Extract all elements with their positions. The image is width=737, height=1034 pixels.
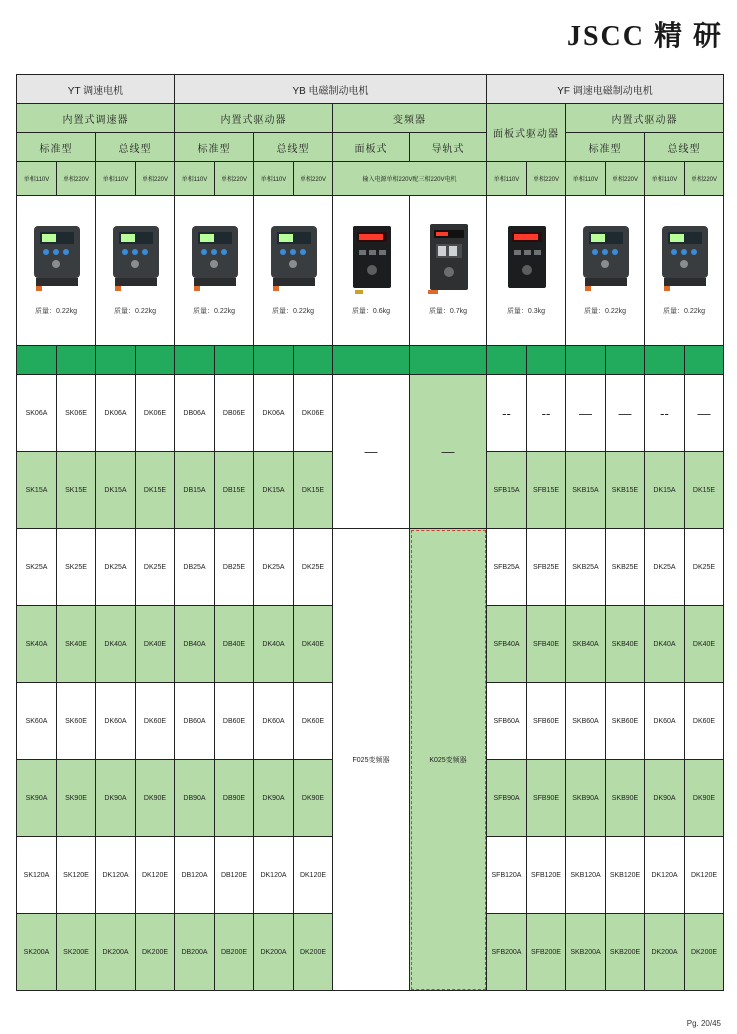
motor-controller-table xyxy=(16,74,724,991)
model-cell: DK40E xyxy=(294,606,333,683)
model-cell: SKB15A xyxy=(566,452,606,529)
model-cell: DK120A xyxy=(645,837,685,914)
model-cell: SKB25A xyxy=(566,529,606,606)
model-cell: DK15E xyxy=(294,452,333,529)
builtin-controller-icon xyxy=(103,218,167,298)
model-cell: DK120A xyxy=(254,837,294,914)
weight-label: 质量：0.3kg xyxy=(506,308,546,315)
model-cell: DB06A xyxy=(175,375,215,452)
model-cell: DK200E xyxy=(136,914,175,991)
rail-inverter-icon xyxy=(416,218,480,298)
model-cell: DK40E xyxy=(136,606,175,683)
model-cell: DK120A xyxy=(96,837,136,914)
model-cell: DK25E xyxy=(685,529,724,606)
builtin-controller-icon xyxy=(24,218,88,298)
model-cell: SFB15E xyxy=(527,452,566,529)
model-row xyxy=(17,375,724,452)
empty-dash-cell: — xyxy=(685,375,724,452)
model-cell: SFB60A xyxy=(487,683,527,760)
model-cell: DK200A xyxy=(645,914,685,991)
model-cell: DK120E xyxy=(685,837,724,914)
model-cell: DK15A xyxy=(645,452,685,529)
model-cell: DK06A xyxy=(254,375,294,452)
inverter-rail-dash: — xyxy=(410,375,487,529)
model-cell: DK06A xyxy=(96,375,136,452)
motor-type-yt: YT 调速电机 xyxy=(17,75,175,104)
model-cell: DK60A xyxy=(96,683,136,760)
subtype-bus: 总线型 xyxy=(645,133,724,162)
weight-label: 质量：0.22kg xyxy=(192,308,236,315)
model-cell: SKB60E xyxy=(606,683,645,760)
subtype-bus: 总线型 xyxy=(254,133,333,162)
model-cell: DK25E xyxy=(136,529,175,606)
model-cell: SFB90E xyxy=(527,760,566,837)
subtype-standard: 标准型 xyxy=(566,133,645,162)
model-cell: DB120A xyxy=(175,837,215,914)
model-cell: SK15E xyxy=(57,452,96,529)
model-cell: SK200A xyxy=(17,914,57,991)
product-photo-cell xyxy=(566,196,645,346)
voltage-110v: 单相110V xyxy=(487,162,527,196)
subtype-bus: 总线型 xyxy=(96,133,175,162)
model-cell: SKB200A xyxy=(566,914,606,991)
model-cell: DB90A xyxy=(175,760,215,837)
motor-type-yf: YF 调速电磁制动电机 xyxy=(487,75,724,104)
model-cell: DB25E xyxy=(215,529,254,606)
weight-label: 质量：0.22kg xyxy=(34,308,78,315)
model-cell: SFB25E xyxy=(527,529,566,606)
motor-type-yb: YB 电磁制动电机 xyxy=(175,75,487,104)
model-cell: SK40E xyxy=(57,606,96,683)
builtin-driver-icon xyxy=(261,218,325,298)
model-cell: DK60E xyxy=(136,683,175,760)
weight-label: 质量：0.22kg xyxy=(662,308,706,315)
model-cell: DK200A xyxy=(96,914,136,991)
builtin-driver-icon xyxy=(652,218,716,298)
model-cell: DK40A xyxy=(254,606,294,683)
model-cell: SKB60A xyxy=(566,683,606,760)
voltage-110v: 单相110V xyxy=(254,162,294,196)
weight-label: 质量：0.6kg xyxy=(351,308,391,315)
model-cell: SFB200A xyxy=(487,914,527,991)
empty-dash-cell: -- xyxy=(487,375,527,452)
model-cell: DB15A xyxy=(175,452,215,529)
voltage-220v: 单相220V xyxy=(215,162,254,196)
model-cell: SFB15A xyxy=(487,452,527,529)
builtin-driver-icon xyxy=(182,218,246,298)
weight-label: 质量：0.22kg xyxy=(271,308,315,315)
model-cell: SFB40E xyxy=(527,606,566,683)
product-photo-cell xyxy=(254,196,333,346)
voltage-220v: 单相220V xyxy=(136,162,175,196)
model-cell: SKB90E xyxy=(606,760,645,837)
model-cell: SFB25A xyxy=(487,529,527,606)
model-cell: DB60E xyxy=(215,683,254,760)
model-cell: DK90A xyxy=(96,760,136,837)
model-cell: SFB60E xyxy=(527,683,566,760)
yf-panel-driver: 面板式驱动器 xyxy=(487,104,566,162)
model-cell: DK200E xyxy=(294,914,333,991)
yb-builtin-driver: 内置式驱动器 xyxy=(175,104,333,133)
model-cell: DB15E xyxy=(215,452,254,529)
panel-inverter-icon xyxy=(339,218,403,298)
model-cell: SK60E xyxy=(57,683,96,760)
voltage-inverter-spec: 输入电源单相220V配三相220V电机 xyxy=(333,162,487,196)
model-cell: SFB90A xyxy=(487,760,527,837)
model-cell: DK60A xyxy=(254,683,294,760)
voltage-110v: 单相110V xyxy=(17,162,57,196)
voltage-110v: 单相110V xyxy=(96,162,136,196)
inverter-panel-dash: — xyxy=(333,375,410,529)
model-cell: DB06E xyxy=(215,375,254,452)
inverter-rail-model: K025变频器 xyxy=(410,529,487,991)
model-cell: DB60A xyxy=(175,683,215,760)
model-cell: SKB15E xyxy=(606,452,645,529)
model-cell: DK120E xyxy=(136,837,175,914)
product-photo-cell xyxy=(645,196,724,346)
model-row xyxy=(17,529,724,606)
model-cell: DK90E xyxy=(685,760,724,837)
model-cell: DK200A xyxy=(254,914,294,991)
model-cell: DK40E xyxy=(685,606,724,683)
model-cell: SKB90A xyxy=(566,760,606,837)
product-photo-cell xyxy=(96,196,175,346)
model-cell: SKB25E xyxy=(606,529,645,606)
model-cell: DK06E xyxy=(136,375,175,452)
weight-label: 质量：0.22kg xyxy=(583,308,627,315)
product-photo-cell xyxy=(487,196,566,346)
model-cell: SK25E xyxy=(57,529,96,606)
voltage-220v: 单相220V xyxy=(527,162,566,196)
model-cell: DB120E xyxy=(215,837,254,914)
model-cell: SKB120E xyxy=(606,837,645,914)
model-cell: DK200E xyxy=(685,914,724,991)
model-cell: DB90E xyxy=(215,760,254,837)
model-cell: DB200A xyxy=(175,914,215,991)
model-cell: DK25A xyxy=(96,529,136,606)
model-cell: DK90A xyxy=(254,760,294,837)
model-cell: SK120E xyxy=(57,837,96,914)
subtype-rail: 导轨式 xyxy=(410,133,487,162)
model-cell: DK15A xyxy=(254,452,294,529)
model-cell: SK15A xyxy=(17,452,57,529)
model-cell: DB40E xyxy=(215,606,254,683)
yf-builtin-driver: 内置式驱动器 xyxy=(566,104,724,133)
model-cell: SKB120A xyxy=(566,837,606,914)
empty-dash-cell: -- xyxy=(645,375,685,452)
product-photo-cell xyxy=(175,196,254,346)
model-cell: SK90E xyxy=(57,760,96,837)
model-cell: DK60E xyxy=(685,683,724,760)
model-cell: SFB120A xyxy=(487,837,527,914)
voltage-220v: 单相220V xyxy=(294,162,333,196)
product-photo-cell xyxy=(17,196,96,346)
page-number: Pg. 20/45 xyxy=(686,1019,721,1028)
voltage-220v: 单相220V xyxy=(685,162,724,196)
model-cell: SK60A xyxy=(17,683,57,760)
model-cell: DK25A xyxy=(254,529,294,606)
weight-label: 质量：0.7kg xyxy=(428,308,468,315)
model-cell: SKB200E xyxy=(606,914,645,991)
model-cell: DB40A xyxy=(175,606,215,683)
model-cell: DK15E xyxy=(136,452,175,529)
model-cell: SK06A xyxy=(17,375,57,452)
voltage-110v: 单相110V xyxy=(645,162,685,196)
model-cell: SK06E xyxy=(57,375,96,452)
subtype-panel: 面板式 xyxy=(333,133,410,162)
product-photo-cell xyxy=(333,196,410,346)
model-cell: DB25A xyxy=(175,529,215,606)
model-cell: SK120A xyxy=(17,837,57,914)
voltage-220v: 单相220V xyxy=(606,162,645,196)
model-cell: SKB40E xyxy=(606,606,645,683)
model-cell: DK60E xyxy=(294,683,333,760)
empty-dash-cell: — xyxy=(566,375,606,452)
model-cell: DK15A xyxy=(96,452,136,529)
model-cell: DK25E xyxy=(294,529,333,606)
model-cell: SKB40A xyxy=(566,606,606,683)
yt-builtin-governor: 内置式调速器 xyxy=(17,104,175,133)
model-cell: DK40A xyxy=(96,606,136,683)
model-cell: SK25A xyxy=(17,529,57,606)
voltage-220v: 单相220V xyxy=(57,162,96,196)
empty-dash-cell: — xyxy=(606,375,645,452)
empty-dash-cell: -- xyxy=(527,375,566,452)
voltage-110v: 单相110V xyxy=(175,162,215,196)
model-cell: DK40A xyxy=(645,606,685,683)
model-cell: SK40A xyxy=(17,606,57,683)
model-cell: DK15E xyxy=(685,452,724,529)
yb-inverter: 变频器 xyxy=(333,104,487,133)
model-cell: SK200E xyxy=(57,914,96,991)
weight-label: 质量：0.22kg xyxy=(113,308,157,315)
model-cell: DK90E xyxy=(294,760,333,837)
model-cell: SFB200E xyxy=(527,914,566,991)
model-cell: DK90A xyxy=(645,760,685,837)
model-cell: SFB120E xyxy=(527,837,566,914)
model-cell: DK06E xyxy=(294,375,333,452)
green-divider-row xyxy=(17,346,724,375)
model-cell: DK90E xyxy=(136,760,175,837)
model-cell: DK60A xyxy=(645,683,685,760)
model-cell: DK120E xyxy=(294,837,333,914)
model-cell: DB200E xyxy=(215,914,254,991)
brand-logo: JSCC 精 研 xyxy=(566,21,723,52)
voltage-110v: 单相110V xyxy=(566,162,606,196)
builtin-driver-icon xyxy=(573,218,637,298)
model-cell: SFB40A xyxy=(487,606,527,683)
model-cell: SK90A xyxy=(17,760,57,837)
subtype-standard: 标准型 xyxy=(175,133,254,162)
model-cell: DK25A xyxy=(645,529,685,606)
inverter-panel-model: F025变频器 xyxy=(333,529,410,991)
subtype-standard: 标准型 xyxy=(17,133,96,162)
product-photo-cell xyxy=(410,196,487,346)
panel-driver-icon xyxy=(494,218,558,298)
